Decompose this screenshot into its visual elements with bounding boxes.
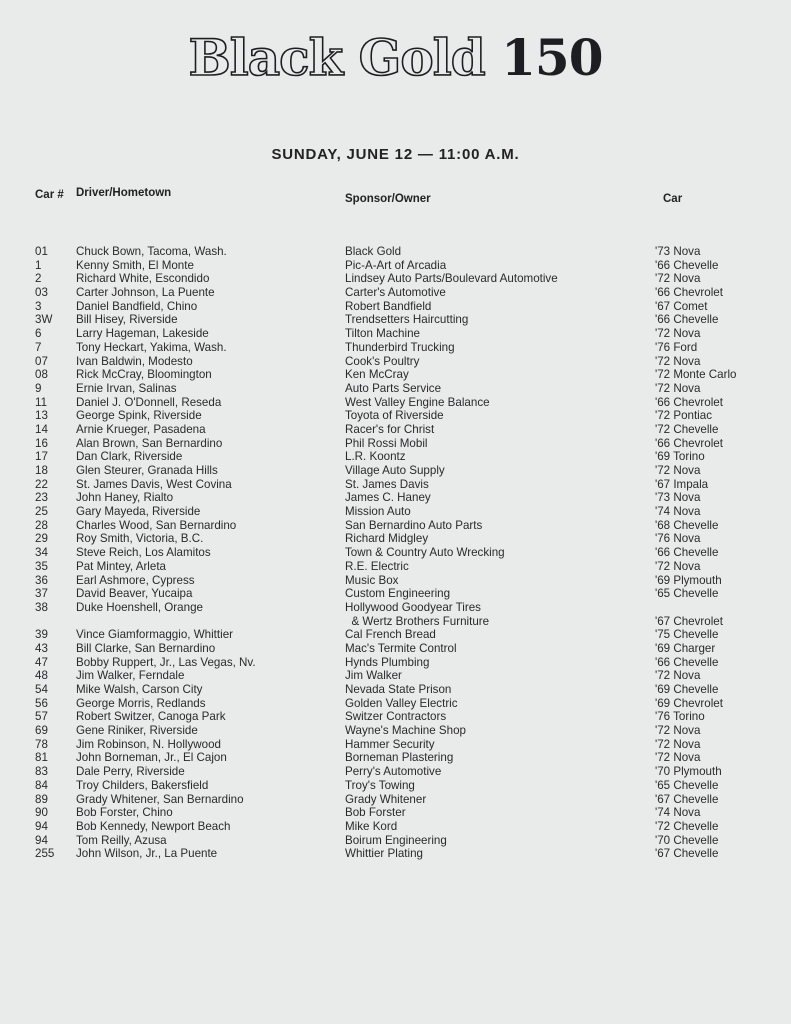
car-model: '69 Torino	[655, 450, 705, 464]
sponsor-owner: Carter's Automotive	[345, 286, 446, 300]
driver-hometown: George Spink, Riverside	[76, 409, 202, 423]
sponsor-owner: Jim Walker	[345, 669, 402, 683]
entry-row	[0, 272, 791, 286]
car-number: 11	[35, 395, 48, 409]
driver-hometown: Ernie Irvan, Salinas	[76, 381, 177, 395]
car-number: 22	[35, 477, 48, 491]
entry-row	[0, 574, 791, 588]
driver-hometown: Daniel J. O'Donnell, Reseda	[76, 395, 222, 409]
sponsor-owner: Boirum Engineering	[345, 833, 447, 847]
driver-hometown: Dan Clark, Riverside	[76, 450, 183, 464]
driver-hometown: Charles Wood, San Bernardino	[76, 518, 237, 532]
car-number: 6	[35, 327, 42, 341]
car-number: 78	[35, 737, 48, 751]
sponsor-owner: Perry's Automotive	[345, 765, 442, 779]
car-number: 3	[35, 299, 42, 313]
car-number: 81	[35, 751, 48, 765]
sponsor-owner: Hynds Plumbing	[345, 655, 430, 669]
car-model: '74 Nova	[655, 505, 701, 519]
entry-row	[0, 519, 791, 533]
car-model: '72 Chevelle	[655, 422, 719, 436]
car-number: 48	[35, 669, 48, 683]
sponsor-owner: Town & Country Auto Wrecking	[345, 546, 505, 560]
driver-hometown: Robert Switzer, Canoga Park	[76, 710, 226, 724]
car-model: '67 Comet	[655, 299, 708, 313]
car-model: '69 Chevrolet	[655, 696, 723, 710]
driver-hometown: Steve Reich, Los Alamitos	[76, 546, 211, 560]
driver-hometown: Bill Clarke, San Bernardino	[76, 641, 216, 655]
sponsor-owner: Robert Bandfield	[345, 299, 432, 313]
entry-row	[0, 738, 791, 752]
car-number: 3W	[35, 313, 53, 327]
driver-hometown: Carter Johnson, La Puente	[76, 286, 215, 300]
entry-row	[0, 396, 791, 410]
entry-row	[0, 669, 791, 683]
entry-list	[0, 245, 791, 861]
sponsor-owner: Golden Valley Electric	[345, 696, 458, 710]
sponsor-owner: Black Gold	[345, 245, 402, 258]
header-driver: Driver/Hometown	[76, 187, 172, 199]
sponsor-owner: Lindsey Auto Parts/Boulevard Automotive	[345, 272, 558, 286]
car-model: '66 Chevelle	[655, 313, 719, 327]
car-number: 56	[35, 696, 48, 710]
sponsor-owner: Borneman Plastering	[345, 751, 454, 765]
entry-row	[0, 587, 791, 601]
car-model: '66 Chevrolet	[655, 286, 723, 300]
driver-hometown: Earl Ashmore, Cypress	[76, 573, 195, 587]
car-number: 38	[35, 600, 48, 614]
sponsor-owner: Ken McCray	[345, 368, 409, 382]
car-number: 13	[35, 409, 48, 423]
car-model: '68 Chevelle	[655, 518, 719, 532]
sponsor-owner: & Wertz Brothers Furniture	[345, 614, 490, 628]
car-model: '72 Nova	[655, 464, 701, 477]
car-number: 34	[35, 546, 48, 560]
sponsor-owner: Phil Rossi Mobil	[345, 436, 428, 450]
entry-row	[0, 532, 791, 546]
sponsor-owner: Hammer Security	[345, 737, 435, 751]
header-car: Car	[663, 193, 683, 205]
driver-hometown: Pat Mintey, Arleta	[76, 559, 166, 573]
car-number: 03	[35, 286, 48, 300]
entry-row	[0, 710, 791, 724]
entry-row	[0, 820, 791, 834]
sponsor-owner: Whittier Plating	[345, 847, 423, 861]
car-number: 7	[35, 340, 42, 354]
car-model: '72 Nova	[655, 559, 701, 573]
header-car-number: Car #	[35, 189, 64, 201]
driver-hometown: Rick McCray, Bloomington	[76, 368, 212, 382]
entry-row	[0, 368, 791, 382]
car-number: 16	[35, 436, 48, 450]
entry-row	[0, 245, 791, 259]
car-model: '69 Chevelle	[655, 683, 719, 697]
driver-hometown: Arnie Krueger, Pasadena	[76, 422, 206, 436]
driver-hometown: Richard White, Escondido	[76, 272, 210, 286]
sponsor-owner: Mac's Termite Control	[345, 641, 457, 655]
sponsor-owner: West Valley Engine Balance	[345, 395, 490, 409]
driver-hometown: Vince Giamformaggio, Whittier	[76, 628, 234, 642]
driver-hometown: Roy Smith, Victoria, B.C.	[76, 532, 204, 546]
sponsor-owner: Mike Kord	[345, 819, 398, 833]
car-number: 57	[35, 710, 48, 724]
sponsor-owner: Hollywood Goodyear Tires	[345, 600, 481, 614]
car-number: 90	[35, 806, 48, 820]
driver-hometown: Tom Reilly, Azusa	[76, 833, 167, 847]
car-model: '65 Chevelle	[655, 778, 719, 792]
car-number: 84	[35, 778, 48, 792]
car-model: '72 Nova	[655, 737, 701, 751]
sponsor-owner: Toyota of Riverside	[345, 409, 444, 423]
car-number: 08	[35, 368, 48, 382]
driver-hometown: David Beaver, Yucaipa	[76, 587, 193, 601]
sponsor-owner: Thunderbird Trucking	[345, 340, 455, 354]
car-number: 2	[35, 272, 42, 286]
driver-hometown: Grady Whitener, San Bernardino	[76, 792, 244, 806]
sponsor-owner: Auto Parts Service	[345, 381, 442, 395]
sponsor-owner: Mission Auto	[345, 505, 411, 519]
driver-hometown: John Borneman, Jr., El Cajon	[76, 751, 227, 765]
entry-row	[0, 765, 791, 779]
entry-row	[0, 259, 791, 273]
entry-row	[0, 847, 791, 861]
entry-row	[0, 806, 791, 820]
car-model: '67 Chevelle	[655, 847, 719, 861]
car-number: 255	[35, 847, 55, 861]
entry-row	[0, 601, 791, 628]
entry-row	[0, 313, 791, 327]
driver-hometown: St. James Davis, West Covina	[76, 477, 232, 491]
entry-row	[0, 300, 791, 314]
car-model: '72 Monte Carlo	[655, 368, 737, 382]
car-model: '74 Nova	[655, 806, 701, 820]
car-number: 69	[35, 724, 48, 738]
driver-hometown: George Morris, Redlands	[76, 696, 206, 710]
entry-row	[0, 505, 791, 519]
driver-hometown: Glen Steurer, Granada Hills	[76, 464, 218, 477]
event-title	[0, 28, 791, 87]
car-number: 29	[35, 532, 48, 546]
car-model: '76 Ford	[655, 340, 698, 354]
car-model: '70 Chevelle	[655, 833, 719, 847]
car-model: '70 Plymouth	[655, 765, 722, 779]
car-number: 23	[35, 491, 48, 505]
entry-row	[0, 423, 791, 437]
sponsor-owner: Troy's Towing	[345, 778, 415, 792]
entry-row	[0, 450, 791, 464]
entry-row	[0, 697, 791, 711]
sponsor-owner: St. James Davis	[345, 477, 429, 491]
car-number: 9	[35, 381, 42, 395]
driver-hometown: John Haney, Rialto	[76, 491, 174, 505]
driver-hometown: Gene Riniker, Riverside	[76, 724, 198, 738]
entry-row	[0, 683, 791, 697]
driver-hometown: Kenny Smith, El Monte	[76, 258, 194, 272]
car-model: '66 Chevelle	[655, 655, 719, 669]
car-model: '67 Chevelle	[655, 792, 719, 806]
sponsor-owner: Nevada State Prison	[345, 683, 452, 697]
sponsor-owner: Music Box	[345, 573, 399, 587]
car-model: '65 Chevelle	[655, 587, 719, 601]
driver-hometown: Gary Mayeda, Riverside	[76, 505, 201, 519]
driver-hometown: Alan Brown, San Bernardino	[76, 436, 223, 450]
driver-hometown: Dale Perry, Riverside	[76, 765, 185, 779]
driver-hometown: Bill Hisey, Riverside	[76, 313, 178, 327]
entry-row	[0, 628, 791, 642]
car-number: 17	[35, 450, 48, 464]
car-model: '72 Nova	[655, 669, 701, 683]
entry-row	[0, 560, 791, 574]
car-number: 83	[35, 765, 48, 779]
car-model: '66 Chevrolet	[655, 436, 723, 450]
car-number: 39	[35, 628, 48, 642]
driver-hometown: Larry Hageman, Lakeside	[76, 327, 209, 341]
car-number: 89	[35, 792, 48, 806]
entry-row	[0, 341, 791, 355]
car-model: '72 Nova	[655, 381, 701, 395]
sponsor-owner: R.E. Electric	[345, 559, 409, 573]
car-number: 07	[35, 354, 48, 368]
car-number: 43	[35, 641, 48, 655]
car-model: '72 Chevelle	[655, 819, 719, 833]
car-number: 28	[35, 518, 48, 532]
sponsor-owner: Switzer Contractors	[345, 710, 447, 724]
car-number: 18	[35, 464, 48, 477]
car-number: 94	[35, 819, 48, 833]
entry-row	[0, 491, 791, 505]
sponsor-owner: Trendsetters Haircutting	[345, 313, 469, 327]
entry-row	[0, 327, 791, 341]
entry-row	[0, 642, 791, 656]
driver-hometown: Bob Forster, Chino	[76, 806, 173, 820]
entry-row	[0, 793, 791, 807]
car-number: 36	[35, 573, 48, 587]
sponsor-owner: Bob Forster	[345, 806, 406, 820]
entry-row	[0, 355, 791, 369]
car-number: 54	[35, 683, 48, 697]
car-model: '72 Nova	[655, 354, 701, 368]
car-model: '72 Nova	[655, 327, 701, 341]
entry-row	[0, 751, 791, 765]
car-model: '72 Nova	[655, 724, 701, 738]
driver-hometown: Bobby Ruppert, Jr., Las Vegas, Nv.	[76, 655, 256, 669]
sponsor-owner: Tilton Machine	[345, 327, 420, 341]
car-model: '76 Nova	[655, 532, 701, 546]
driver-hometown: Tony Heckart, Yakima, Wash.	[76, 340, 227, 354]
driver-hometown: Chuck Bown, Tacoma, Wash.	[76, 245, 227, 258]
title-number: 150	[501, 28, 603, 87]
driver-hometown: Bob Kennedy, Newport Beach	[76, 819, 231, 833]
car-number: 01	[35, 245, 48, 258]
driver-hometown: Troy Childers, Bakersfield	[76, 778, 209, 792]
car-model: '73 Nova	[655, 245, 701, 258]
car-model: '75 Chevelle	[655, 628, 719, 642]
car-model: '72 Nova	[655, 751, 701, 765]
car-model: '66 Chevelle	[655, 258, 719, 272]
sponsor-owner: Grady Whitener	[345, 792, 427, 806]
car-model: '67 Chevrolet	[655, 614, 723, 628]
sponsor-owner: James C. Haney	[345, 491, 431, 505]
driver-hometown: Ivan Baldwin, Modesto	[76, 354, 193, 368]
header-sponsor: Sponsor/Owner	[345, 193, 431, 205]
sponsor-owner: Custom Engineering	[345, 587, 451, 601]
car-model: '66 Chevrolet	[655, 395, 723, 409]
car-model: '76 Torino	[655, 710, 705, 724]
entry-row	[0, 724, 791, 738]
driver-hometown: Mike Walsh, Carson City	[76, 683, 203, 697]
entry-row	[0, 478, 791, 492]
sponsor-owner: Racer's for Christ	[345, 422, 435, 436]
entry-row	[0, 546, 791, 560]
car-model: '67 Impala	[655, 477, 709, 491]
car-model: '72 Nova	[655, 272, 701, 286]
car-number: 14	[35, 422, 48, 436]
driver-hometown: John Wilson, Jr., La Puente	[76, 847, 218, 861]
driver-hometown: Jim Robinson, N. Hollywood	[76, 737, 221, 751]
driver-hometown: Jim Walker, Ferndale	[76, 669, 185, 683]
car-model: '69 Charger	[655, 641, 716, 655]
entry-row	[0, 437, 791, 451]
sponsor-owner: Cal French Bread	[345, 628, 436, 642]
entry-row	[0, 409, 791, 423]
driver-hometown: Duke Hoenshell, Orange	[76, 600, 203, 614]
car-model: '72 Pontiac	[655, 409, 713, 423]
entry-row	[0, 834, 791, 848]
sponsor-owner: San Bernardino Auto Parts	[345, 518, 483, 532]
car-number: 94	[35, 833, 48, 847]
sponsor-owner: Village Auto Supply	[345, 464, 445, 477]
entry-row	[0, 464, 791, 478]
car-model: '73 Nova	[655, 491, 701, 505]
sponsor-owner: Richard Midgley	[345, 532, 429, 546]
entry-row	[0, 286, 791, 300]
car-number: 25	[35, 505, 48, 519]
entry-row	[0, 779, 791, 793]
car-number: 37	[35, 587, 48, 601]
sponsor-owner: Pic-A-Art of Arcadia	[345, 258, 447, 272]
car-number: 1	[35, 258, 42, 272]
car-model: '69 Plymouth	[655, 573, 722, 587]
sponsor-owner: Wayne's Machine Shop	[345, 724, 467, 738]
entry-row	[0, 382, 791, 396]
title-word-gold: Gold	[358, 28, 485, 87]
sponsor-owner: L.R. Koontz	[345, 450, 406, 464]
car-model: '66 Chevelle	[655, 546, 719, 560]
sponsor-owner: Cook's Poultry	[345, 354, 420, 368]
car-number: 35	[35, 559, 48, 573]
car-number: 47	[35, 655, 48, 669]
entry-row	[0, 656, 791, 670]
event-date-time: SUNDAY, JUNE 12 — 11:00 A.M.	[271, 146, 520, 163]
title-word-black: Black	[188, 28, 343, 87]
driver-hometown: Daniel Bandfield, Chino	[76, 299, 198, 313]
